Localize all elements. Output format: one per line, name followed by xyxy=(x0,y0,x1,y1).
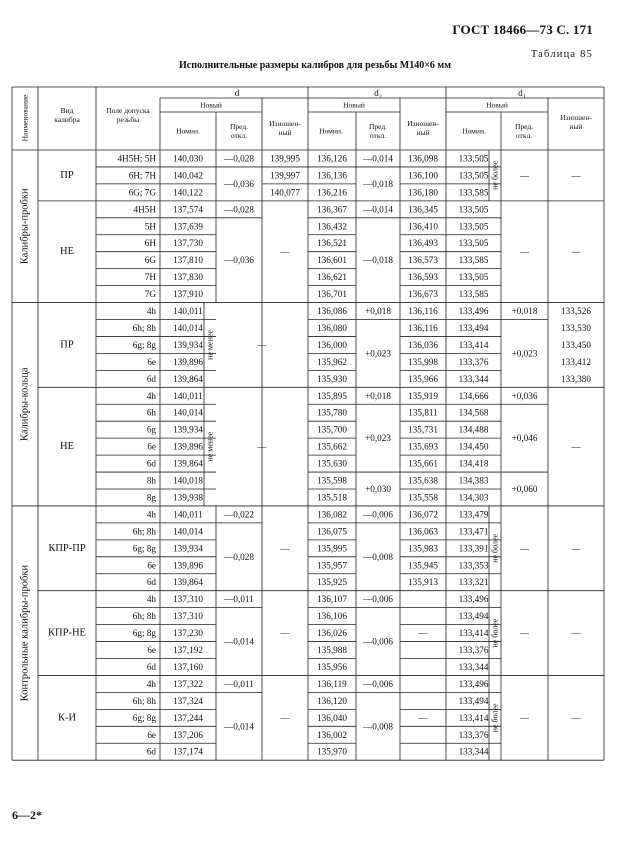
d2-nom-cell: 135,518 xyxy=(317,492,347,503)
d-nom-cell: 139,896 xyxy=(173,441,203,452)
d2-nom-cell: 135,780 xyxy=(317,407,347,418)
d1-nom-cell: 133,494 xyxy=(458,695,489,706)
d2-izn-cell: 135,693 xyxy=(408,441,438,452)
deviation-cell: +0,018 xyxy=(365,390,391,401)
dash-cell: — xyxy=(257,339,267,350)
dash-cell: — xyxy=(280,543,290,554)
col-header-naim: Наименование xyxy=(20,94,30,142)
d2-izn-cell: 136,116 xyxy=(408,322,438,333)
d-nom-cell: 140,011 xyxy=(173,509,203,520)
d1-nom-cell: 133,321 xyxy=(458,577,489,588)
d1-nom-cell: 133,344 xyxy=(458,373,489,384)
d-nom-cell: 139,938 xyxy=(173,492,203,503)
d2-nom-cell: 136,106 xyxy=(317,611,347,622)
deviation-cell: —0,006 xyxy=(363,678,393,689)
deviation-cell: —0,006 xyxy=(363,636,393,647)
d-nom-cell: 137,322 xyxy=(173,678,203,689)
deviation-cell: +0,030 xyxy=(365,484,391,494)
dash-cell: — xyxy=(571,712,581,723)
dash-cell: — xyxy=(519,543,530,554)
d-nom-cell: 137,810 xyxy=(173,255,203,266)
d1-izn-cell: 133,450 xyxy=(561,339,591,350)
tolerance-cell: 6g; 8g xyxy=(132,712,156,723)
dash-cell: — xyxy=(257,441,267,452)
col-header-new-d1: Новый xyxy=(486,100,508,110)
d1-nom-cell: 133,496 xyxy=(458,594,489,605)
col-header-vid: Вид калибра xyxy=(54,106,80,124)
dash-cell: — xyxy=(280,246,290,257)
d2-izn-cell: 136,410 xyxy=(408,221,438,232)
limit-note: не менее xyxy=(205,330,215,360)
tolerance-cell: 8h xyxy=(146,475,156,486)
col-header-izn-d2: Изношен-ный xyxy=(407,119,439,137)
col-header-pred-d: Пред. откл. xyxy=(229,122,249,140)
table-cells xyxy=(20,88,593,757)
deviation-cell: +0,023 xyxy=(511,348,538,359)
tolerance-cell: 6d xyxy=(146,746,156,757)
d2-nom-cell: 135,957 xyxy=(317,560,347,571)
deviation-cell: +0,060 xyxy=(511,484,538,494)
d-nom-cell: 140,014 xyxy=(173,407,203,418)
d-nom-cell: 137,310 xyxy=(173,611,203,622)
tolerance-cell: 6h; 8h xyxy=(132,695,156,706)
d2-nom-cell: 136,040 xyxy=(317,712,347,723)
d2-izn-cell: 135,811 xyxy=(408,407,438,418)
d2-nom-cell: 136,107 xyxy=(317,594,347,605)
tolerance-cell: 4H5H xyxy=(133,204,156,215)
col-header-pole: Поле допуска резьбы xyxy=(106,106,150,124)
deviation-cell: +0,023 xyxy=(365,348,391,359)
tolerance-cell: 6h; 8h xyxy=(132,322,156,333)
kind-label: НЕ xyxy=(60,246,74,258)
kind-label: ПР xyxy=(60,169,74,181)
d2-nom-cell: 136,601 xyxy=(317,255,347,266)
d2-izn-cell: 136,593 xyxy=(408,272,438,283)
d2-izn-cell: 136,072 xyxy=(408,509,438,520)
d2-nom-cell: 136,080 xyxy=(317,322,347,333)
d1-nom-cell: 133,353 xyxy=(458,560,489,571)
dash-cell: — xyxy=(418,712,428,723)
dash-cell: — xyxy=(519,628,530,639)
table-title: Исполнительные размеры калибров для резьбы М140×6 мм xyxy=(178,60,452,71)
kind-label: КПР-ПР xyxy=(48,542,86,554)
d-nom-cell: 139,934 xyxy=(173,339,203,350)
col-header-izn-d: Изношен-ный xyxy=(269,119,301,137)
deviation-cell: —0,014 xyxy=(224,636,254,647)
d2-nom-cell: 135,700 xyxy=(317,424,347,435)
d2-nom-cell: 136,136 xyxy=(317,170,347,181)
d2-nom-cell: 136,621 xyxy=(317,272,347,283)
page-header: ГОСТ 18466—73 С. 171 xyxy=(452,22,593,37)
d-nom-cell: 137,160 xyxy=(173,661,203,672)
d1-nom-cell: 133,376 xyxy=(458,356,489,367)
d-nom-cell: 137,324 xyxy=(173,695,203,706)
d-nom-cell: 140,042 xyxy=(173,170,203,181)
d1-nom-cell: 133,479 xyxy=(458,509,489,520)
d-nom-cell: 137,174 xyxy=(173,746,203,757)
d-nom-cell: 139,896 xyxy=(173,560,203,571)
dash-cell: — xyxy=(571,441,581,452)
d-nom-cell: 137,206 xyxy=(173,729,203,740)
d1-nom-cell: 133,344 xyxy=(458,746,489,757)
deviation-cell: —0,006 xyxy=(363,594,393,605)
tolerance-cell: 6g; 8g xyxy=(132,543,156,554)
deviation-cell: —0,028 xyxy=(224,551,254,562)
deviation-cell: —0,036 xyxy=(224,178,254,189)
deviation-cell: +0,023 xyxy=(365,433,391,444)
dash-cell: — xyxy=(571,246,581,257)
col-header-d2: d₂ xyxy=(374,88,382,98)
d2-nom-cell: 135,930 xyxy=(317,373,347,384)
d-nom-cell: 139,896 xyxy=(173,356,203,367)
limit-note: не менее xyxy=(205,431,215,462)
dash-cell: — xyxy=(519,712,530,723)
deviation-cell: —0,011 xyxy=(224,594,254,605)
d-izn-cell: 140,077 xyxy=(270,187,300,198)
d1-nom-cell: 133,505 xyxy=(458,204,489,215)
d-nom-cell: 139,864 xyxy=(173,577,203,588)
d-nom-cell: 139,934 xyxy=(173,424,203,435)
d2-nom-cell: 136,367 xyxy=(317,204,347,215)
d2-nom-cell: 136,216 xyxy=(317,187,347,198)
dash-cell: — xyxy=(280,712,290,723)
page-footer: 6—2* xyxy=(12,808,42,822)
tolerance-cell: 6g xyxy=(146,424,156,435)
d1-nom-cell: 134,450 xyxy=(458,441,489,452)
tolerance-cell: 6h; 8h xyxy=(132,611,156,622)
d2-nom-cell: 135,956 xyxy=(317,661,347,672)
d2-izn-cell: 136,180 xyxy=(408,187,438,198)
d-nom-cell: 140,014 xyxy=(173,526,203,537)
col-header-pred-d1: Пред. откл. xyxy=(514,122,534,140)
tolerance-cell: 6h; 8h xyxy=(132,526,156,537)
d1-nom-cell: 133,391 xyxy=(458,543,489,554)
deviation-cell: —0,018 xyxy=(363,178,393,189)
deviation-cell: —0,018 xyxy=(363,255,393,266)
tolerance-cell: 6h xyxy=(146,407,156,418)
deviation-cell: —0,008 xyxy=(363,551,393,562)
deviation-cell: —0,036 xyxy=(224,255,254,266)
col-header-izn-d1: Изношен-ный xyxy=(560,113,592,131)
deviation-cell: —0,028 xyxy=(224,204,254,215)
d-nom-cell: 137,310 xyxy=(173,594,203,605)
d1-nom-cell: 134,303 xyxy=(458,492,489,503)
kind-label: КПР-НЕ xyxy=(48,627,86,639)
d2-nom-cell: 135,662 xyxy=(317,441,347,452)
limit-note: не более xyxy=(490,160,500,190)
d-nom-cell: 137,639 xyxy=(173,221,203,232)
deviation-cell: +0,018 xyxy=(511,306,538,317)
tolerance-cell: 6e xyxy=(147,356,156,367)
d2-izn-cell: 135,661 xyxy=(408,458,438,469)
d1-izn-cell: 133,530 xyxy=(561,322,591,333)
tolerance-cell: 6e xyxy=(147,729,156,740)
d-nom-cell: 140,011 xyxy=(173,390,203,401)
group-label: Контрольные калибры-пробки xyxy=(19,564,31,702)
d2-izn-cell: 136,036 xyxy=(408,339,438,350)
tolerance-cell: 6e xyxy=(147,560,156,571)
deviation-cell: —0,014 xyxy=(363,204,393,215)
d-nom-cell: 139,864 xyxy=(173,373,203,384)
d1-nom-cell: 133,496 xyxy=(458,306,489,317)
d2-nom-cell: 136,086 xyxy=(317,306,347,317)
d1-nom-cell: 134,488 xyxy=(458,424,489,435)
tolerance-cell: 6g; 8g xyxy=(132,628,156,639)
deviation-cell: —0,011 xyxy=(224,678,254,689)
col-header-pred-d2: Пред. откл. xyxy=(368,122,388,140)
deviation-cell: —0,022 xyxy=(224,509,254,520)
d1-izn-cell: 133,526 xyxy=(561,306,591,317)
d1-nom-cell: 133,505 xyxy=(458,153,489,164)
tolerance-cell: 6d xyxy=(146,661,156,672)
d2-izn-cell: 136,098 xyxy=(408,153,438,164)
d2-izn-cell: 136,116 xyxy=(408,306,438,317)
d1-izn-cell: 133,380 xyxy=(561,373,591,384)
d1-nom-cell: 133,505 xyxy=(458,238,489,249)
d1-nom-cell: 133,414 xyxy=(458,712,489,723)
d2-izn-cell: 135,731 xyxy=(408,424,438,435)
d1-nom-cell: 133,505 xyxy=(458,170,489,181)
d-nom-cell: 140,018 xyxy=(173,475,203,486)
d2-izn-cell: 135,558 xyxy=(408,492,438,503)
d1-nom-cell: 134,666 xyxy=(458,390,489,401)
tolerance-cell: 6d xyxy=(146,577,156,588)
d2-izn-cell: 135,983 xyxy=(408,543,438,554)
d1-nom-cell: 133,505 xyxy=(458,272,489,283)
d2-nom-cell: 136,701 xyxy=(317,289,347,300)
tolerance-cell: 7G xyxy=(144,289,156,300)
d2-nom-cell: 136,126 xyxy=(317,153,347,164)
tolerance-cell: 5H xyxy=(144,221,156,232)
dash-cell: — xyxy=(571,170,581,181)
col-header-d: d xyxy=(234,88,240,98)
d-nom-cell: 140,011 xyxy=(173,306,203,317)
tolerance-cell: 6d xyxy=(146,373,156,384)
d1-nom-cell: 134,568 xyxy=(458,407,489,418)
col-header-nom-d: Номин. xyxy=(176,126,200,136)
d2-izn-cell: 135,998 xyxy=(408,356,438,367)
tolerance-cell: 6g; 8g xyxy=(132,339,156,350)
d1-nom-cell: 133,494 xyxy=(458,611,489,622)
d1-nom-cell: 133,471 xyxy=(458,526,489,537)
d2-izn-cell: 136,573 xyxy=(408,255,438,266)
d2-nom-cell: 136,000 xyxy=(317,339,347,350)
d2-izn-cell: 136,063 xyxy=(408,526,438,537)
group-label: Калибры-кольца xyxy=(19,367,31,442)
d2-nom-cell: 135,962 xyxy=(317,356,347,367)
d1-nom-cell: 134,418 xyxy=(458,458,489,469)
d2-nom-cell: 135,630 xyxy=(317,458,347,469)
deviation-cell: —0,008 xyxy=(363,721,393,732)
limit-note: не более xyxy=(490,703,500,733)
d2-nom-cell: 136,119 xyxy=(317,678,347,689)
d2-izn-cell: 136,673 xyxy=(408,289,438,300)
d1-nom-cell: 133,414 xyxy=(458,339,489,350)
tolerance-cell: 6H; 7H xyxy=(128,170,156,181)
deviation-cell: +0,018 xyxy=(365,306,391,317)
col-header-new-d2: Новый xyxy=(343,100,365,110)
d2-nom-cell: 135,598 xyxy=(317,475,347,486)
limit-note: не более xyxy=(490,533,500,563)
d1-nom-cell: 133,376 xyxy=(458,729,489,740)
d-nom-cell: 139,864 xyxy=(173,458,203,469)
d-nom-cell: 140,030 xyxy=(173,153,203,164)
d-nom-cell: 137,230 xyxy=(173,628,203,639)
tolerance-cell: 6G xyxy=(144,255,156,266)
dash-cell: — xyxy=(571,628,581,639)
d2-nom-cell: 135,995 xyxy=(317,543,347,554)
deviation-cell: —0,014 xyxy=(224,721,254,732)
dash-cell: — xyxy=(519,170,530,181)
d-izn-cell: 139,995 xyxy=(270,153,300,164)
deviation-cell: —0,028 xyxy=(224,153,254,164)
d2-nom-cell: 136,521 xyxy=(317,238,347,249)
col-header-d1: d₁ xyxy=(518,88,526,98)
kind-label: ПР xyxy=(60,339,74,351)
table-number: Таблица 85 xyxy=(530,49,593,60)
d2-izn-cell: 136,493 xyxy=(408,238,438,249)
d2-izn-cell: 135,945 xyxy=(408,560,438,571)
d2-izn-cell: 135,638 xyxy=(408,475,438,486)
d1-nom-cell: 133,585 xyxy=(458,255,489,266)
d-nom-cell: 140,014 xyxy=(173,322,203,333)
d-nom-cell: 140,122 xyxy=(173,187,203,198)
d1-nom-cell: 133,414 xyxy=(458,628,489,639)
tolerance-cell: 6d xyxy=(146,458,156,469)
col-header-new-d: Новый xyxy=(200,100,222,110)
d1-nom-cell: 134,383 xyxy=(458,475,489,486)
dash-cell: — xyxy=(280,628,290,639)
d2-izn-cell: 135,966 xyxy=(408,373,438,384)
tolerance-cell: 4H5H; 5H xyxy=(117,153,156,164)
d2-nom-cell: 136,026 xyxy=(317,628,347,639)
deviation-cell: +0,036 xyxy=(511,390,538,401)
d-nom-cell: 137,574 xyxy=(173,204,203,215)
d2-izn-cell: 136,345 xyxy=(408,204,438,215)
d2-izn-cell: 136,100 xyxy=(408,170,438,181)
d2-nom-cell: 136,082 xyxy=(317,509,347,520)
d2-nom-cell: 135,970 xyxy=(317,746,347,757)
d2-izn-cell: 135,919 xyxy=(408,390,438,401)
d1-nom-cell: 133,505 xyxy=(458,221,489,232)
tolerance-cell: 8g xyxy=(146,492,156,503)
d1-izn-cell: 133,412 xyxy=(561,356,591,367)
d1-nom-cell: 133,585 xyxy=(458,187,489,198)
kind-label: НЕ xyxy=(60,441,74,453)
tolerance-cell: 4h xyxy=(146,390,156,401)
tolerance-cell: 7H xyxy=(144,272,156,283)
group-label: Калибры-пробки xyxy=(19,188,31,265)
d2-nom-cell: 136,075 xyxy=(317,526,347,537)
d2-nom-cell: 135,988 xyxy=(317,645,347,656)
d-nom-cell: 137,910 xyxy=(173,289,203,300)
d1-nom-cell: 133,344 xyxy=(458,661,489,672)
d-nom-cell: 137,730 xyxy=(173,238,203,249)
dash-cell: — xyxy=(418,628,428,639)
table-grid xyxy=(12,87,604,760)
d-izn-cell: 139,997 xyxy=(270,170,300,181)
dash-cell: — xyxy=(571,543,581,554)
d1-nom-cell: 133,496 xyxy=(458,678,489,689)
d2-nom-cell: 135,895 xyxy=(317,390,347,401)
d1-nom-cell: 133,376 xyxy=(458,645,489,656)
col-header-nom-d2: Номин. xyxy=(319,126,343,136)
tolerance-cell: 4h xyxy=(146,509,156,520)
d-nom-cell: 137,830 xyxy=(173,272,203,283)
tolerance-cell: 6G; 7G xyxy=(128,187,156,198)
tolerance-cell: 6e xyxy=(147,441,156,452)
kind-label: К-И xyxy=(57,712,77,724)
deviation-cell: —0,006 xyxy=(363,509,393,520)
tolerance-cell: 4h xyxy=(146,306,156,317)
d1-nom-cell: 133,494 xyxy=(458,322,489,333)
deviation-cell: —0,014 xyxy=(363,153,393,164)
limit-note: не более xyxy=(490,618,500,648)
d-nom-cell: 139,934 xyxy=(173,543,203,554)
d-nom-cell: 137,244 xyxy=(173,712,203,723)
tolerance-cell: 6H xyxy=(144,238,156,249)
tolerance-cell: 4h xyxy=(146,594,156,605)
d2-nom-cell: 135,925 xyxy=(317,577,347,588)
deviation-cell: +0,046 xyxy=(511,433,538,444)
d2-izn-cell: 135,913 xyxy=(408,577,438,588)
d1-nom-cell: 133,585 xyxy=(458,289,489,300)
d-nom-cell: 137,192 xyxy=(173,645,203,656)
tolerance-cell: 6e xyxy=(147,645,156,656)
dash-cell: — xyxy=(519,246,530,257)
d2-nom-cell: 136,120 xyxy=(317,695,347,706)
tolerance-cell: 4h xyxy=(146,678,156,689)
d2-nom-cell: 136,002 xyxy=(317,729,347,740)
col-header-nom-d1: Номин. xyxy=(462,126,486,136)
d2-nom-cell: 136,432 xyxy=(317,221,347,232)
